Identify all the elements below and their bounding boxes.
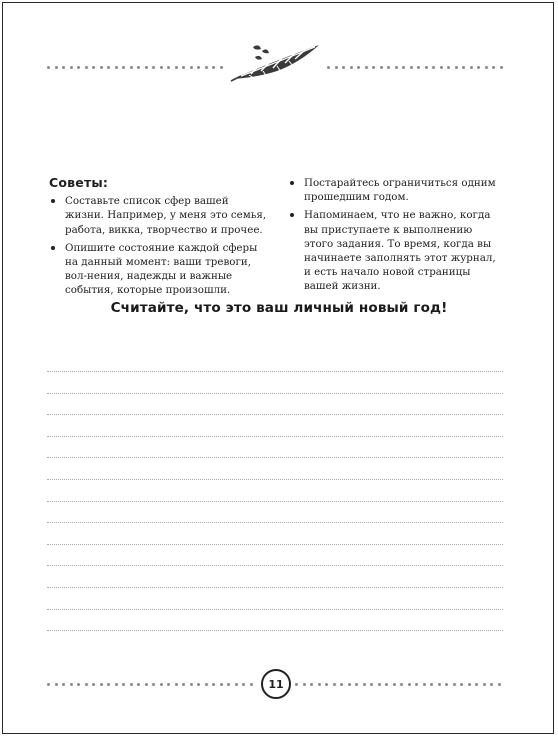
- rule-dot: [182, 683, 185, 686]
- rule-dot: [387, 66, 390, 69]
- rule-dot: [197, 66, 200, 69]
- bottom-dotted-rule-right: [295, 683, 503, 687]
- rule-dot: [220, 66, 223, 69]
- rule-dot: [137, 66, 140, 69]
- writing-line[interactable]: [47, 630, 503, 631]
- rule-dot: [470, 66, 473, 69]
- rule-dot: [55, 66, 58, 69]
- rule-dot: [423, 683, 426, 686]
- rule-dot: [227, 683, 230, 686]
- writing-line[interactable]: [47, 393, 503, 394]
- top-dotted-rule-left: [47, 66, 229, 70]
- rule-dot: [363, 683, 366, 686]
- writing-line[interactable]: [47, 371, 503, 372]
- rule-dot: [122, 683, 125, 686]
- rule-dot: [220, 683, 223, 686]
- rule-dot: [460, 683, 463, 686]
- rule-dot: [380, 66, 383, 69]
- rule-dot: [357, 66, 360, 69]
- rule-dot: [175, 66, 178, 69]
- rule-dot: [370, 683, 373, 686]
- rule-dot: [365, 66, 368, 69]
- rule-dot: [107, 66, 110, 69]
- rule-dot: [212, 683, 215, 686]
- rule-dot: [348, 683, 351, 686]
- rule-dot: [410, 66, 413, 69]
- rule-dot: [335, 66, 338, 69]
- writing-line[interactable]: [47, 609, 503, 610]
- rule-dot: [152, 66, 155, 69]
- page-headline: Считайте, что это ваш личный новый год!: [110, 300, 448, 316]
- rule-dot: [250, 683, 253, 686]
- rule-dot: [393, 683, 396, 686]
- rule-dot: [408, 683, 411, 686]
- rule-dot: [190, 66, 193, 69]
- rule-dot: [47, 66, 50, 69]
- writing-line[interactable]: [47, 479, 503, 480]
- rule-dot: [325, 683, 328, 686]
- rule-dot: [500, 66, 503, 69]
- feather-icon: [229, 41, 325, 83]
- tip-item: Составьте список сфер вашей жизни. Например, у меня это семья, работа, викка, творчество и прочее.: [49, 194, 267, 237]
- writing-line[interactable]: [47, 587, 503, 588]
- rule-dot: [167, 66, 170, 69]
- rule-dot: [468, 683, 471, 686]
- rule-dot: [432, 66, 435, 69]
- rule-dot: [303, 683, 306, 686]
- top-dotted-rule-right: [327, 66, 503, 70]
- rule-dot: [483, 683, 486, 686]
- rule-dot: [160, 66, 163, 69]
- rule-dot: [77, 683, 80, 686]
- rule-dot: [440, 66, 443, 69]
- rule-dot: [462, 66, 465, 69]
- page-number: 11: [261, 669, 291, 699]
- rule-dot: [453, 683, 456, 686]
- rule-dot: [160, 683, 163, 686]
- rule-dot: [55, 683, 58, 686]
- rule-dot: [430, 683, 433, 686]
- rule-dot: [145, 683, 148, 686]
- rule-dot: [47, 683, 50, 686]
- writing-line[interactable]: [47, 522, 503, 523]
- rule-dot: [92, 683, 95, 686]
- writing-line[interactable]: [47, 457, 503, 458]
- rule-dot: [327, 66, 330, 69]
- rule-dot: [100, 683, 103, 686]
- rule-dot: [492, 66, 495, 69]
- rule-dot: [385, 683, 388, 686]
- rule-dot: [205, 683, 208, 686]
- rule-dot: [340, 683, 343, 686]
- rule-dot: [122, 66, 125, 69]
- rule-dot: [438, 683, 441, 686]
- rule-dot: [295, 683, 298, 686]
- rule-dot: [130, 66, 133, 69]
- rule-dot: [107, 683, 110, 686]
- rule-dot: [485, 66, 488, 69]
- rule-dot: [455, 66, 458, 69]
- rule-dot: [62, 683, 65, 686]
- rule-dot: [395, 66, 398, 69]
- bottom-dotted-rule-left: [47, 683, 257, 687]
- tip-item: Напоминаем, что не важно, когда вы приступаете к выполнению этого задания. То время, когда вы начинаете заполнять этот журнал, и есть начало новой страницы вашей жизни.: [288, 208, 503, 293]
- rule-dot: [85, 66, 88, 69]
- writing-line[interactable]: [47, 501, 503, 502]
- rule-dot: [175, 683, 178, 686]
- rule-dot: [490, 683, 493, 686]
- rule-dot: [137, 683, 140, 686]
- rule-dot: [242, 683, 245, 686]
- rule-dot: [342, 66, 345, 69]
- rule-dot: [212, 66, 215, 69]
- rule-dot: [205, 66, 208, 69]
- rule-dot: [235, 683, 238, 686]
- rule-dot: [130, 683, 133, 686]
- rule-dot: [115, 66, 118, 69]
- rule-dot: [498, 683, 501, 686]
- writing-line[interactable]: [47, 565, 503, 566]
- tips-right-column: [288, 176, 503, 298]
- rule-dot: [77, 66, 80, 69]
- rule-dot: [350, 66, 353, 69]
- rule-dot: [182, 66, 185, 69]
- rule-dot: [333, 683, 336, 686]
- rule-dot: [167, 683, 170, 686]
- rule-dot: [190, 683, 193, 686]
- writing-lines: [47, 371, 503, 652]
- rule-dot: [100, 66, 103, 69]
- tips-title: Советы:: [49, 175, 109, 190]
- rule-dot: [310, 683, 313, 686]
- journal-page: [2, 2, 554, 734]
- rule-dot: [475, 683, 478, 686]
- writing-line[interactable]: [47, 414, 503, 415]
- rule-dot: [70, 683, 73, 686]
- rule-dot: [445, 683, 448, 686]
- writing-line[interactable]: [47, 544, 503, 545]
- rule-dot: [355, 683, 358, 686]
- writing-line[interactable]: [47, 436, 503, 437]
- rule-dot: [477, 66, 480, 69]
- rule-dot: [145, 66, 148, 69]
- rule-dot: [92, 66, 95, 69]
- rule-dot: [115, 683, 118, 686]
- rule-dot: [152, 683, 155, 686]
- rule-dot: [62, 66, 65, 69]
- rule-dot: [372, 66, 375, 69]
- rule-dot: [417, 66, 420, 69]
- rule-dot: [402, 66, 405, 69]
- tip-item: Постарайтесь ограничиться одним прошедшим годом.: [288, 176, 503, 204]
- rule-dot: [197, 683, 200, 686]
- tip-item: Опишите состояние каждой сферы на данный момент: ваши тревоги, вол-нения, надежды и важные события, которые произошли.: [49, 241, 267, 298]
- rule-dot: [400, 683, 403, 686]
- rule-dot: [70, 66, 73, 69]
- rule-dot: [318, 683, 321, 686]
- rule-dot: [425, 66, 428, 69]
- rule-dot: [85, 683, 88, 686]
- rule-dot: [378, 683, 381, 686]
- rule-dot: [415, 683, 418, 686]
- tips-left-column: [49, 176, 267, 302]
- rule-dot: [447, 66, 450, 69]
